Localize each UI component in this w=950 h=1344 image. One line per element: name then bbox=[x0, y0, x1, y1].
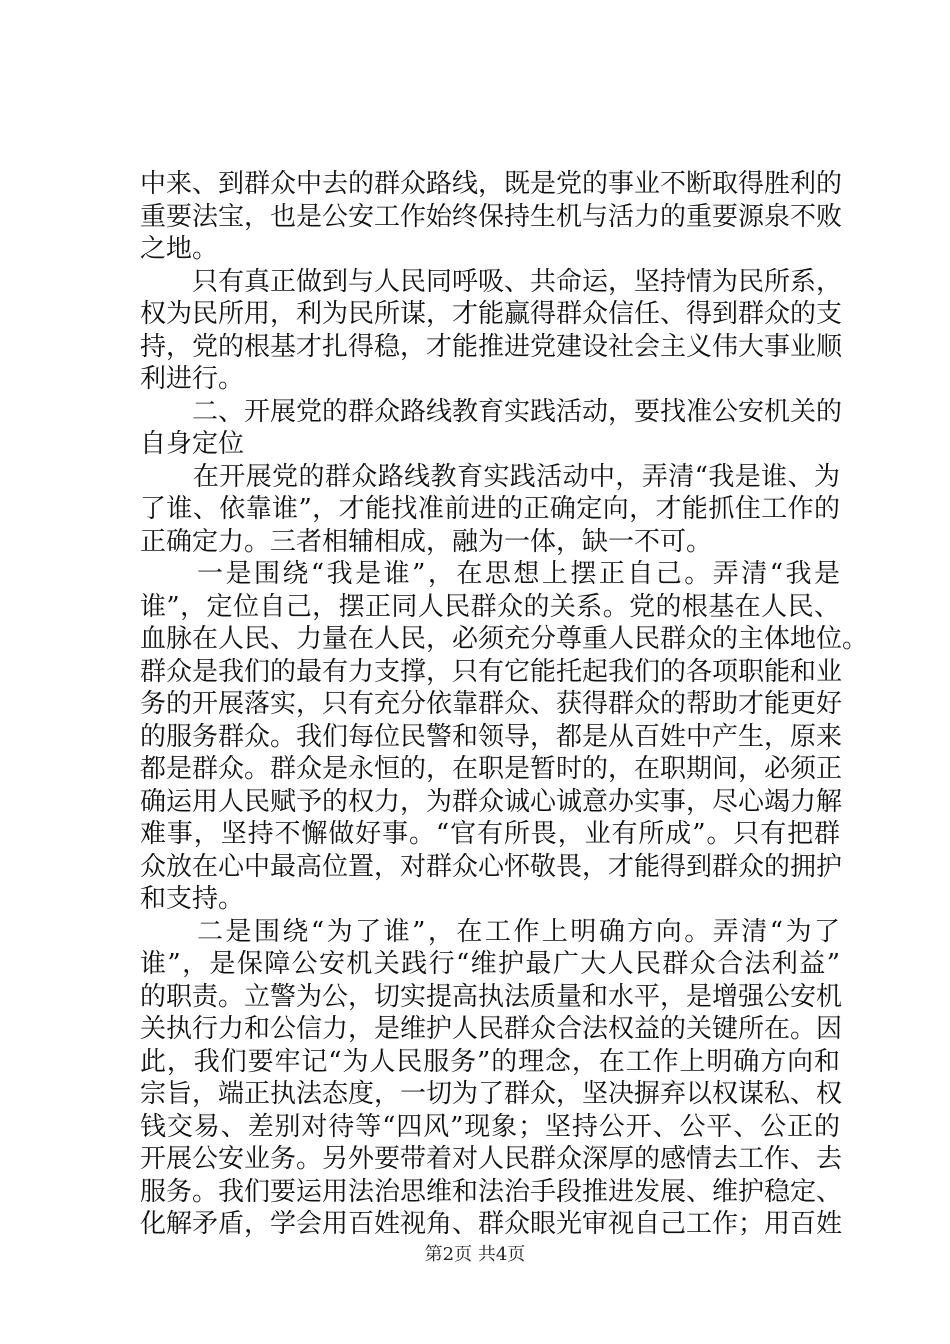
text-line: 难事，坚持不懈做好事。“官有所畏，业有所成”。只有把群 bbox=[140, 819, 840, 849]
text-line: 二是围绕“为了谁”，在工作上明确方向。弄清“为了 bbox=[140, 916, 840, 947]
text-line: 二、开展党的群众路线教育实践活动，要找准公安机关的 bbox=[140, 396, 843, 427]
text-line: 正确定力。三者相辅相成，融为一体，缺一不可。 bbox=[140, 526, 713, 557]
text-line: 之地。 bbox=[140, 234, 219, 264]
text-line: 和支持。 bbox=[140, 884, 245, 914]
body-text bbox=[140, 168, 869, 1241]
text-line: 持，党的根基才扎得稳，才能推进党建设社会主义伟大事业顺 bbox=[140, 331, 843, 362]
text-line: 众放在心中最高位置，对群众心怀敬畏，才能得到群众的拥护 bbox=[140, 851, 843, 882]
text-line: 谁”，定位自己，摆正同人民群众的关系。党的根基在人民、 bbox=[140, 591, 840, 622]
text-line: 钱交易、差别对待等“四风”现象；坚持公开、公平、公正的 bbox=[140, 1111, 840, 1142]
text-line: 宗旨，端正执法态度，一切为了群众，坚决摒弃以权谋私、权 bbox=[140, 1079, 843, 1109]
text-line: 服务。我们要运用法治思维和法治手段推进发展、维护稳定、 bbox=[140, 1176, 843, 1207]
text-line: 利进行。 bbox=[140, 364, 245, 394]
text-line: 确运用人民赋予的权力，为群众诚心诚意办实事，尽心竭力解 bbox=[140, 786, 843, 817]
text-line: 开展公安业务。另外要带着对人民群众深厚的感情去工作、去 bbox=[140, 1144, 843, 1174]
text-line: 关执行力和公信力，是维护人民群众合法权益的关键所在。因 bbox=[140, 1014, 843, 1044]
text-line: 的服务群众。我们每位民警和领导，都是从百姓中产生，原来 bbox=[140, 721, 843, 752]
text-line: 化解矛盾，学会用百姓视角、群众眼光审视自己工作；用百姓 bbox=[140, 1209, 843, 1239]
text-line: 群众是我们的最有力支撑，只有它能托起我们的各项职能和业 bbox=[140, 656, 843, 687]
text-line: 权为民所用，利为民所谋，才能赢得群众信任、得到群众的支 bbox=[140, 299, 843, 329]
text-line: 一是围绕“我是谁”，在思想上摆正自己。弄清“我是 bbox=[140, 559, 840, 589]
text-line: 自身定位 bbox=[140, 429, 245, 459]
text-line: 务的开展落实，只有充分依靠群众、获得群众的帮助才能更好 bbox=[140, 689, 843, 719]
text-line: 重要法宝，也是公安工作始终保持生机与活力的重要源泉不败 bbox=[140, 201, 843, 232]
text-line: 血脉在人民、力量在人民，必须充分尊重人民群众的主体地位。 bbox=[140, 624, 869, 654]
text-line: 谁”，是保障公安机关践行“维护最广大人民群众合法利益” bbox=[140, 949, 840, 979]
text-line: 的职责。立警为公，切实提高执法质量和水平，是增强公安机 bbox=[140, 981, 843, 1012]
text-line: 在开展党的群众路线教育实践活动中，弄清“我是谁、为 bbox=[140, 461, 840, 492]
text-line: 了谁、依靠谁”，才能找准前进的正确定向，才能抓住工作的 bbox=[140, 494, 840, 524]
text-line: 中来、到群众中去的群众路线，既是党的事业不断取得胜利的 bbox=[140, 169, 843, 199]
text-line: 只有真正做到与人民同呼吸、共命运，坚持情为民所系， bbox=[140, 266, 843, 297]
page-footer: 第2页 共4页 bbox=[424, 1244, 526, 1265]
text-line: 都是群众。群众是永恒的，在职是暂时的，在职期间，必须正 bbox=[140, 754, 843, 784]
text-line: 此，我们要牢记“为人民服务”的理念，在工作上明确方向和 bbox=[140, 1046, 840, 1077]
